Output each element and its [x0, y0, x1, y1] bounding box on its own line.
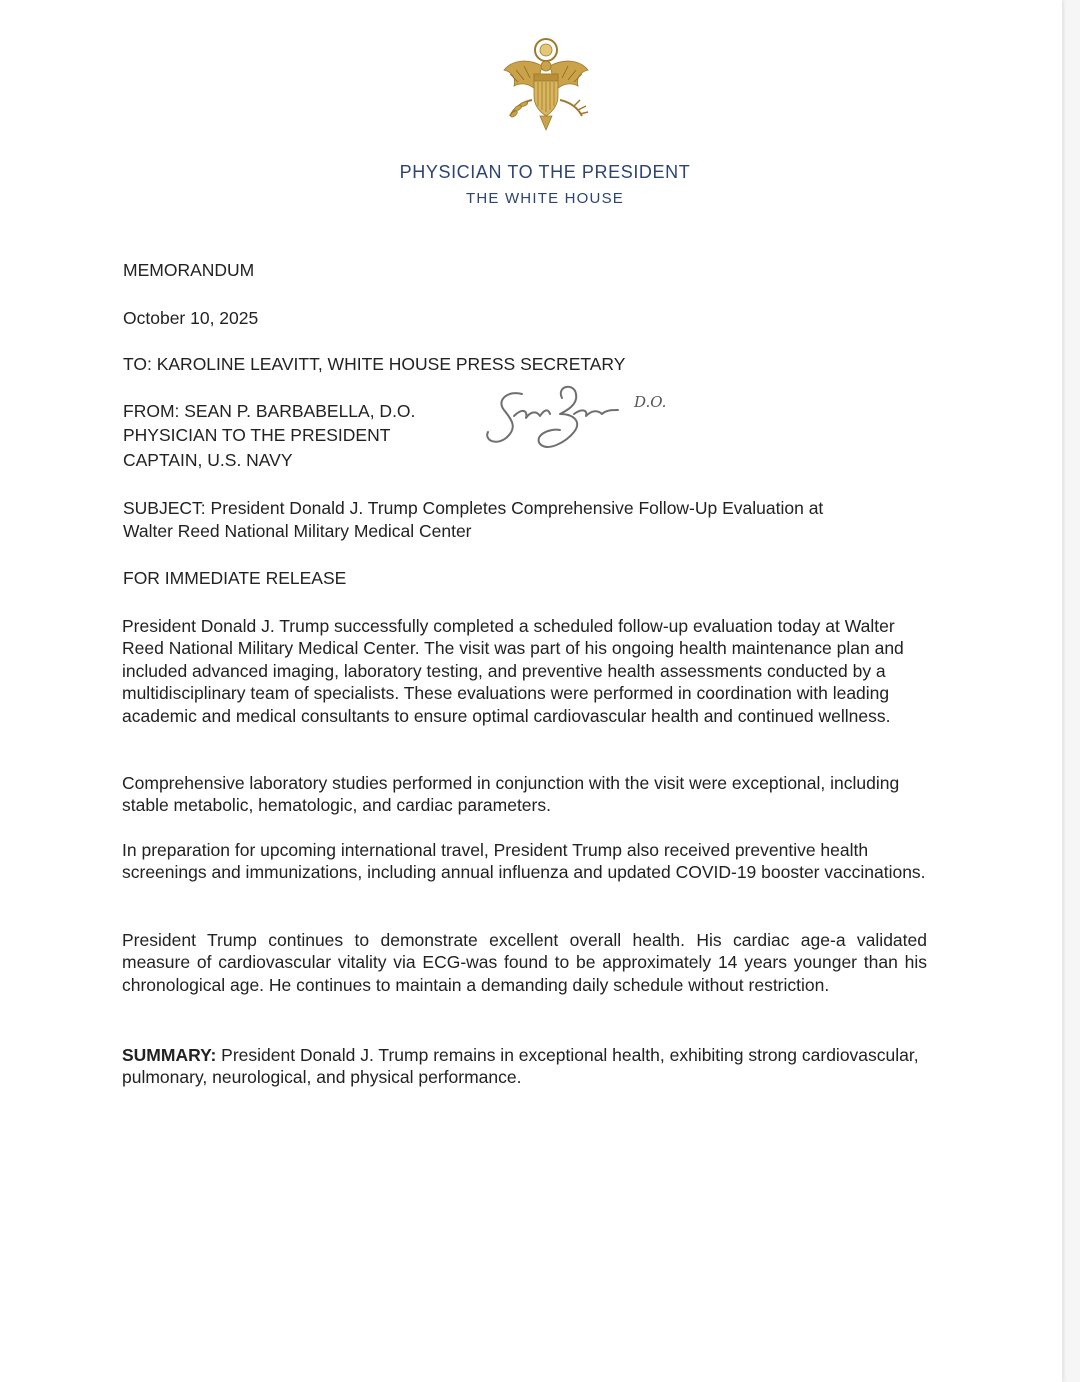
body-paragraph: President Trump continues to demonstrate excellent overall health. His cardiac age-a validated measure of cardiovascular vitality via ECG-was found to be approximately 14 years younger than his chronological age. He continues to maintain a demanding daily schedule without restriction. [122, 930, 927, 995]
memo-date: October 10, 2025 [123, 308, 259, 328]
memo-from-title: PHYSICIAN TO THE PRESIDENT [123, 425, 391, 445]
release-notice: FOR IMMEDIATE RELEASE [123, 568, 347, 588]
memo-type: MEMORANDUM [123, 260, 255, 280]
memo-subject-cont: Walter Reed National Military Medical Center [123, 521, 472, 541]
handwritten-signature [478, 380, 688, 460]
summary-label: SUMMARY: [122, 1045, 217, 1065]
summary-paragraph [122, 1044, 927, 1089]
body-paragraph: President Donald J. Trump successfully completed a scheduled follow-up evaluation today at Walter Reed National Military Medical Center. The visit was part of his ongoing health maintenance plan and included advanced imaging, laboratory testing, and preventive health assessments conducted by a multidisciplinary team of specialists. These evaluations were performed in coordination with leading academic and medical consultants to ensure optimal cardiovascular health and continued wellness. [122, 616, 904, 726]
body-paragraph: Comprehensive laboratory studies performed in conjunction with the visit were exceptional, including stable metabolic, hematologic, and cardiac parameters. [122, 773, 900, 816]
memo-subject: SUBJECT: President Donald J. Trump Completes Comprehensive Follow-Up Evaluation at [123, 498, 824, 518]
signature-suffix: D.O. [634, 393, 667, 411]
summary-text: President Donald J. Trump remains in exceptional health, exhibiting strong cardiovascular, pulmonary, neurological, and physical performance. [122, 1045, 919, 1088]
memo-from: FROM: SEAN P. BARBABELLA, D.O. [123, 401, 416, 421]
presidential-eagle-seal-icon [498, 36, 594, 134]
body-paragraph: In preparation for upcoming international travel, President Trump also received preventive health screenings and immunizations, including annual influenza and updated COVID-19 booster vaccinations. [122, 840, 926, 883]
letterhead-title: PHYSICIAN TO THE PRESIDENT [399, 162, 691, 182]
letterhead-subtitle: THE WHITE HOUSE [465, 190, 624, 207]
memo-to: TO: KAROLINE LEAVITT, WHITE HOUSE PRESS SECRETARY [123, 354, 626, 374]
memo-from-rank: CAPTAIN, U.S. NAVY [123, 450, 293, 470]
